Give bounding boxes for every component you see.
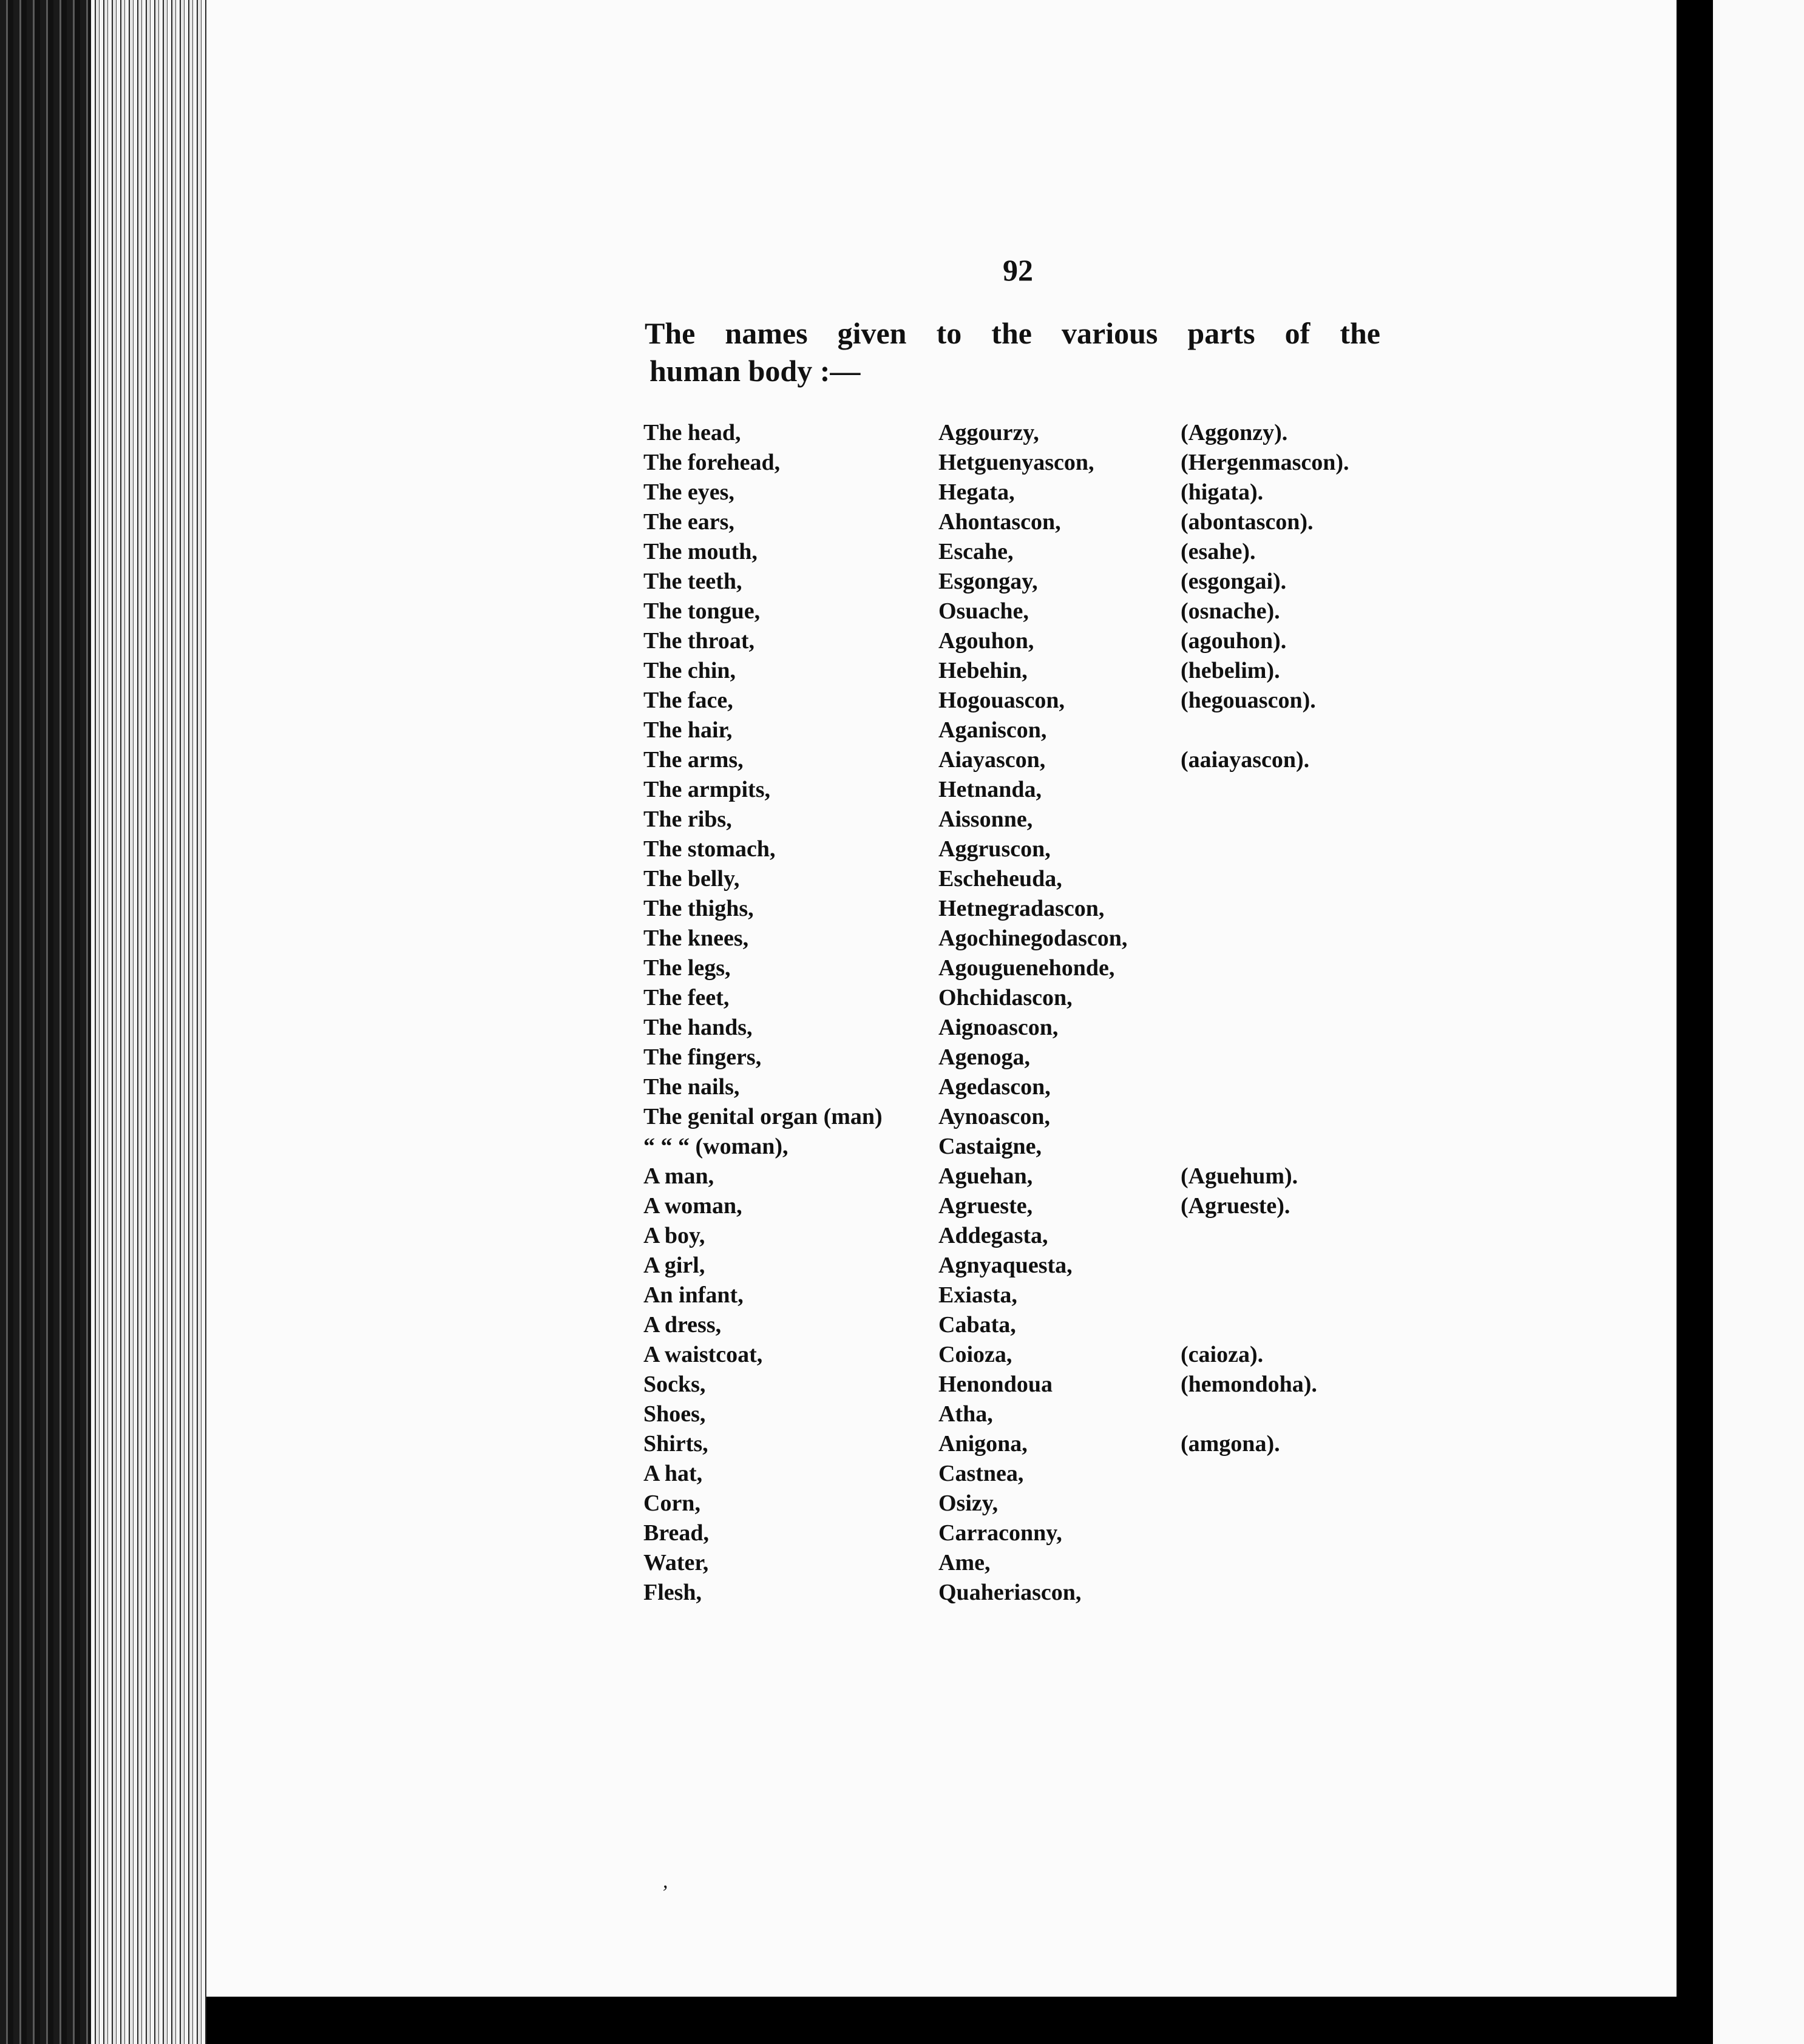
vocabulary-row [636, 984, 1425, 1014]
huron-term: Agrueste, [938, 1193, 1033, 1219]
variant-spelling: (hegouascon). [1181, 688, 1316, 713]
vocabulary-row [636, 835, 1425, 865]
variant-spelling: (Hergenmascon). [1181, 450, 1349, 475]
vocabulary-row [636, 746, 1425, 776]
variant-spelling: (hebelim). [1181, 658, 1280, 683]
english-term: The ears, [643, 509, 734, 535]
english-term: Socks, [643, 1372, 706, 1397]
english-term: A man, [643, 1163, 714, 1189]
vocabulary-row [636, 1281, 1425, 1311]
english-term: The face, [643, 688, 733, 713]
variant-spelling: (Agrueste). [1181, 1193, 1290, 1219]
vocabulary-row [636, 895, 1425, 924]
english-term: The knees, [643, 926, 749, 951]
english-term: Water, [643, 1550, 709, 1575]
book-gutter [1677, 0, 1713, 2044]
english-term: Flesh, [643, 1580, 702, 1605]
huron-term: Quaheriascon, [938, 1580, 1082, 1605]
vocabulary-row [636, 924, 1425, 954]
huron-term: Hetnanda, [938, 777, 1042, 802]
facing-page-edge [1713, 0, 1804, 2044]
english-term: The head, [643, 420, 741, 445]
variant-spelling: (agouhon). [1181, 628, 1287, 654]
huron-term: Osizy, [938, 1491, 999, 1516]
english-term: A waistcoat, [643, 1342, 763, 1367]
variant-spelling: (osnache). [1181, 598, 1280, 624]
english-term: The arms, [643, 747, 744, 773]
english-term: The chin, [643, 658, 736, 683]
vocabulary-row [636, 1370, 1425, 1400]
vocabulary-row [636, 1043, 1425, 1073]
vocabulary-row [636, 1400, 1425, 1430]
huron-term: Osuache, [938, 598, 1029, 624]
english-term: “ “ “ (woman), [643, 1134, 788, 1159]
huron-term: Aiayascon, [938, 747, 1046, 773]
english-term: A woman, [643, 1193, 742, 1219]
vocabulary-row [636, 805, 1425, 835]
vocabulary-row [636, 1192, 1425, 1222]
vocabulary-row [636, 686, 1425, 716]
huron-term: Aissonne, [938, 807, 1033, 832]
huron-term: Agouhon, [938, 628, 1034, 654]
vocabulary-row [636, 1460, 1425, 1489]
variant-spelling: (Aggonzy). [1181, 420, 1288, 445]
page-edges-shadow [0, 0, 91, 2044]
vocabulary-row [636, 1341, 1425, 1370]
vocabulary-row [636, 478, 1425, 508]
vocabulary-row [636, 865, 1425, 895]
vocabulary-list [636, 419, 1425, 1608]
huron-term: Atha, [938, 1401, 993, 1427]
huron-term: Ahontascon, [938, 509, 1061, 535]
english-term: The thighs, [643, 896, 754, 921]
vocabulary-row [636, 1579, 1425, 1608]
variant-spelling: (Aguehum). [1181, 1163, 1298, 1189]
vocabulary-row [636, 538, 1425, 567]
english-term: A dress, [643, 1312, 722, 1338]
variant-spelling: (higata). [1181, 479, 1264, 505]
english-term: Shoes, [643, 1401, 706, 1427]
huron-term: Henondoua [938, 1372, 1053, 1397]
variant-spelling: (amgona). [1181, 1431, 1280, 1457]
vocabulary-row [636, 954, 1425, 984]
huron-term: Agochinegodascon, [938, 926, 1128, 951]
english-term: The nails, [643, 1074, 740, 1100]
huron-term: Ame, [938, 1550, 991, 1575]
english-term: A boy, [643, 1223, 705, 1248]
huron-term: Anigona, [938, 1431, 1028, 1457]
variant-spelling: (aaiayascon). [1181, 747, 1310, 773]
huron-term: Castaigne, [938, 1134, 1042, 1159]
huron-term: Aganiscon, [938, 717, 1047, 743]
english-term: Bread, [643, 1520, 710, 1546]
page-edges [91, 0, 212, 2044]
huron-term: Agedascon, [938, 1074, 1051, 1100]
huron-term: Escheheuda, [938, 866, 1062, 892]
variant-spelling: (abontascon). [1181, 509, 1314, 535]
huron-term: Carraconny, [938, 1520, 1062, 1546]
huron-term: Cabata, [938, 1312, 1016, 1338]
vocabulary-row [636, 1132, 1425, 1162]
huron-term: Hogouascon, [938, 688, 1065, 713]
english-term: A hat, [643, 1461, 703, 1486]
english-term: The hair, [643, 717, 733, 743]
vocabulary-row [636, 776, 1425, 805]
huron-term: Ohchidascon, [938, 985, 1073, 1010]
huron-term: Castnea, [938, 1461, 1024, 1486]
huron-term: Aynoascon, [938, 1104, 1051, 1129]
vocabulary-row [636, 1073, 1425, 1103]
english-term: The genital organ (man) [643, 1104, 883, 1129]
huron-term: Aggruscon, [938, 836, 1051, 862]
huron-term: Exiasta, [938, 1282, 1017, 1308]
english-term: The stomach, [643, 836, 776, 862]
english-term: The mouth, [643, 539, 758, 564]
huron-term: Agnyaquesta, [938, 1253, 1073, 1278]
english-term: The eyes, [643, 479, 734, 505]
english-term: The throat, [643, 628, 754, 654]
english-term: The teeth, [643, 569, 742, 594]
vocabulary-row [636, 1311, 1425, 1341]
english-term: A girl, [643, 1253, 705, 1278]
variant-spelling: (esahe). [1181, 539, 1256, 564]
vocabulary-row [636, 627, 1425, 657]
vocabulary-row [636, 448, 1425, 478]
variant-spelling: (caioza). [1181, 1342, 1264, 1367]
huron-term: Hegata, [938, 479, 1015, 505]
page-number: 92 [1003, 253, 1033, 287]
heading-line-2: human body :— [649, 354, 861, 388]
vocabulary-row [636, 1430, 1425, 1460]
vocabulary-row [636, 1014, 1425, 1043]
huron-term: Agenoga, [938, 1044, 1030, 1070]
english-term: The forehead, [643, 450, 781, 475]
english-term: The feet, [643, 985, 730, 1010]
english-term: The armpits, [643, 777, 770, 802]
variant-spelling: (hemondoha). [1181, 1372, 1317, 1397]
huron-term: Hetnegradascon, [938, 896, 1105, 921]
bottom-shadow [206, 1997, 1677, 2044]
huron-term: Hebehin, [938, 658, 1028, 683]
vocabulary-row [636, 1251, 1425, 1281]
vocabulary-row [636, 419, 1425, 448]
huron-term: Aignoascon, [938, 1015, 1059, 1040]
vocabulary-row [636, 1162, 1425, 1192]
vocabulary-row [636, 508, 1425, 538]
vocabulary-row [636, 1103, 1425, 1132]
vocabulary-row [636, 716, 1425, 746]
huron-term: Aguehan, [938, 1163, 1033, 1189]
vocabulary-row [636, 597, 1425, 627]
huron-term: Escahe, [938, 539, 1014, 564]
english-term: The legs, [643, 955, 731, 981]
stray-mark: ’ [660, 1881, 668, 1904]
english-term: Corn, [643, 1491, 700, 1516]
heading-line-1: The names given to the various parts of the [645, 316, 1380, 350]
huron-term: Agouguenehonde, [938, 955, 1115, 981]
english-term: The ribs, [643, 807, 732, 832]
english-term: The belly, [643, 866, 740, 892]
vocabulary-row [636, 1549, 1425, 1579]
english-term: An infant, [643, 1282, 744, 1308]
vocabulary-row [636, 1519, 1425, 1549]
huron-term: Aggourzy, [938, 420, 1039, 445]
vocabulary-row [636, 1489, 1425, 1519]
vocabulary-row [636, 1222, 1425, 1251]
english-term: The tongue, [643, 598, 761, 624]
huron-term: Addegasta, [938, 1223, 1048, 1248]
variant-spelling: (esgongai). [1181, 569, 1287, 594]
huron-term: Coioza, [938, 1342, 1012, 1367]
huron-term: Esgongay, [938, 569, 1038, 594]
english-term: Shirts, [643, 1431, 708, 1457]
vocabulary-row [636, 567, 1425, 597]
huron-term: Hetguenyascon, [938, 450, 1094, 475]
english-term: The fingers, [643, 1044, 762, 1070]
vocabulary-row [636, 657, 1425, 686]
english-term: The hands, [643, 1015, 753, 1040]
